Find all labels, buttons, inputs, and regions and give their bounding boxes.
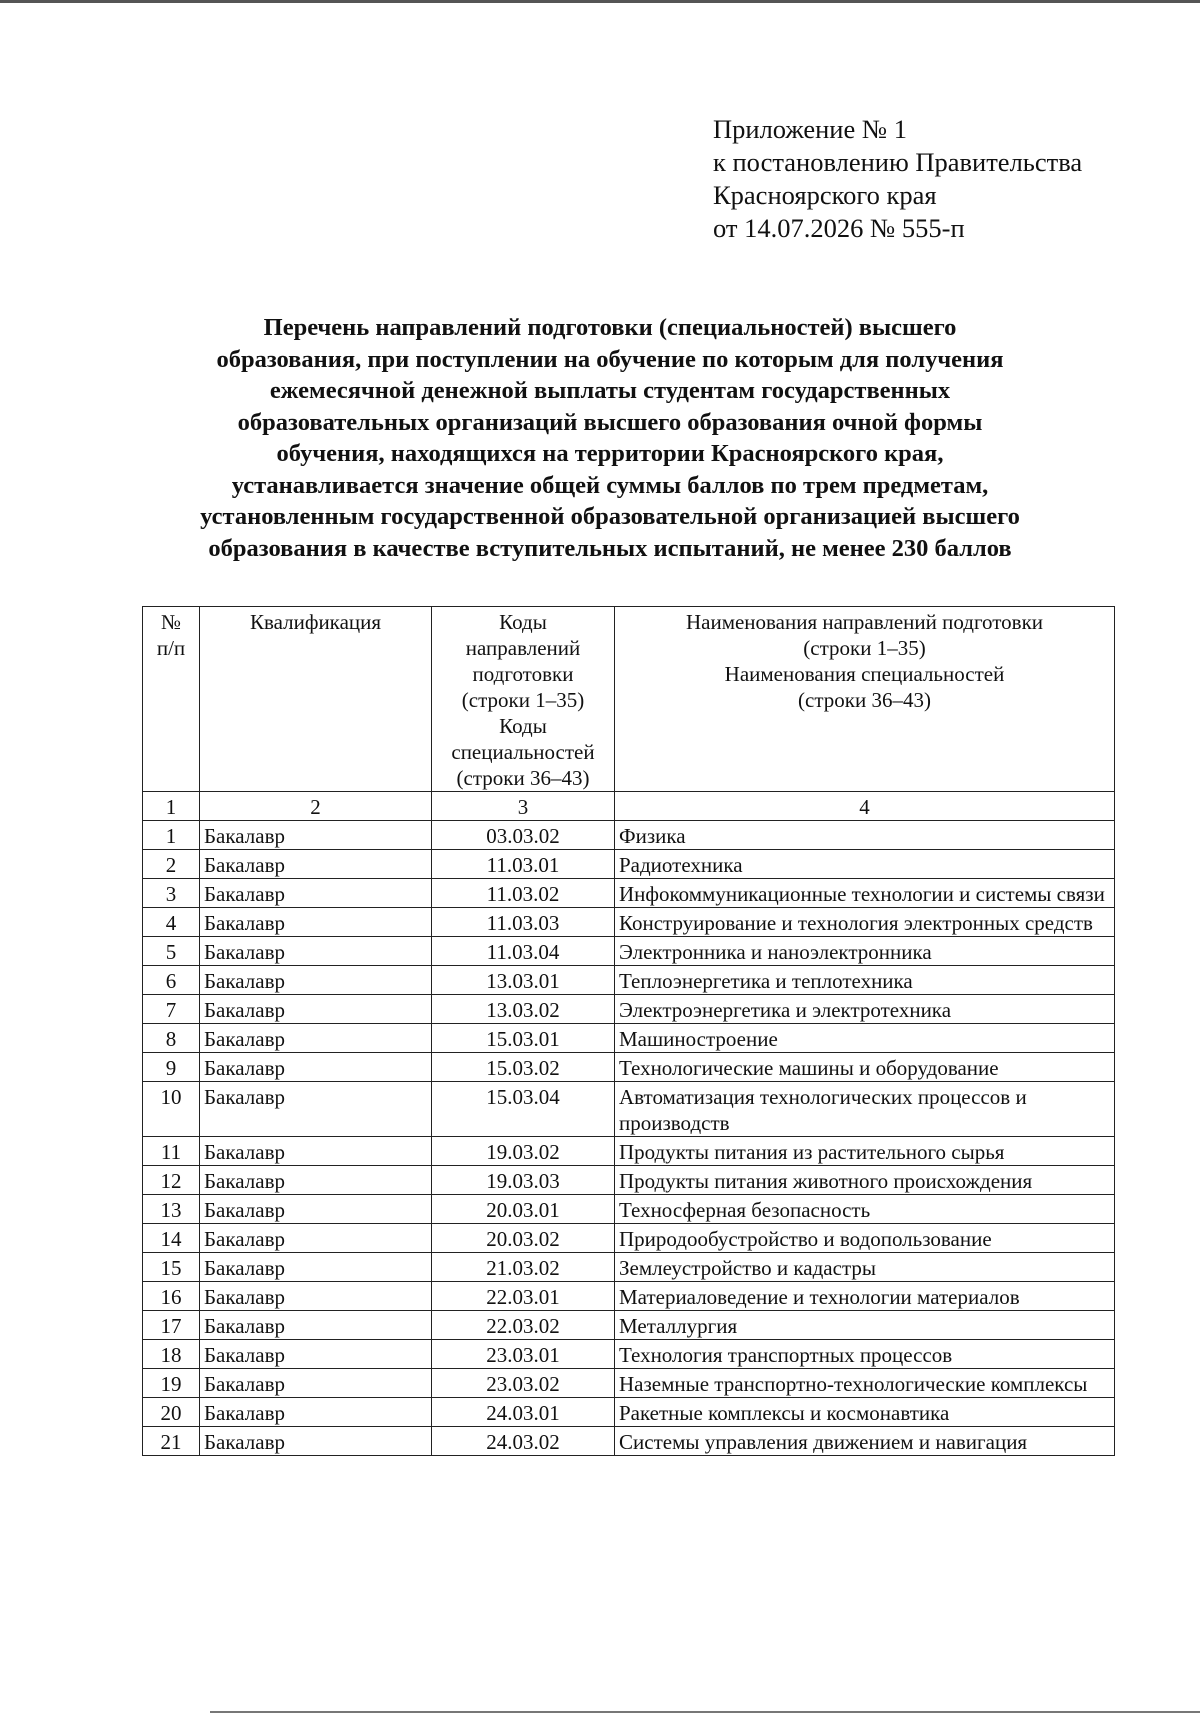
row-number: 12 xyxy=(143,1166,200,1195)
table-header-row xyxy=(143,607,1115,792)
table-row xyxy=(143,966,1115,995)
row-qualification: Бакалавр xyxy=(200,1224,432,1253)
row-code: 24.03.01 xyxy=(432,1398,615,1427)
row-code: 13.03.02 xyxy=(432,995,615,1024)
header-text: Коды xyxy=(499,610,547,634)
annex-reference xyxy=(713,113,1082,245)
row-code: 20.03.02 xyxy=(432,1224,615,1253)
table-row xyxy=(143,1166,1115,1195)
table-row xyxy=(143,1398,1115,1427)
header-text: Наименования специальностей xyxy=(724,662,1005,686)
row-code: 03.03.02 xyxy=(432,821,615,850)
row-program-name: Материаловедение и технологии материалов xyxy=(615,1282,1115,1311)
header-text: (строки 36–43) xyxy=(456,766,590,790)
header-names xyxy=(615,607,1115,792)
header-text: (строки 1–35) xyxy=(803,636,926,660)
row-number: 1 xyxy=(143,821,200,850)
row-program-name: Инфокоммуникационные технологии и системы связи xyxy=(615,879,1115,908)
row-code: 15.03.01 xyxy=(432,1024,615,1053)
row-qualification: Бакалавр xyxy=(200,908,432,937)
document-title xyxy=(140,312,1080,564)
row-qualification: Бакалавр xyxy=(200,1253,432,1282)
header-codes xyxy=(432,607,615,792)
table-row xyxy=(143,908,1115,937)
column-index-row xyxy=(143,792,1115,821)
table-row xyxy=(143,821,1115,850)
row-program-name: Электронника и наноэлектронника xyxy=(615,937,1115,966)
row-number: 13 xyxy=(143,1195,200,1224)
row-program-name: Конструирование и технология электронных средств xyxy=(615,908,1115,937)
row-qualification: Бакалавр xyxy=(200,1369,432,1398)
table-row xyxy=(143,1369,1115,1398)
row-code: 11.03.04 xyxy=(432,937,615,966)
row-qualification: Бакалавр xyxy=(200,821,432,850)
title-line: ежемесячной денежной выплаты студентам государственных xyxy=(269,377,951,404)
row-code: 15.03.04 xyxy=(432,1082,615,1137)
header-text: Квалификация xyxy=(249,610,382,634)
row-qualification: Бакалавр xyxy=(200,1427,432,1456)
row-number: 8 xyxy=(143,1024,200,1053)
header-text: подготовки xyxy=(472,662,574,686)
row-program-name: Технологические машины и оборудование xyxy=(615,1053,1115,1082)
row-program-name: Теплоэнергетика и теплотехника xyxy=(615,966,1115,995)
table-row xyxy=(143,1053,1115,1082)
row-number: 2 xyxy=(143,850,200,879)
row-program-name: Машиностроение xyxy=(615,1024,1115,1053)
header-qualification xyxy=(200,607,432,792)
annex-line: к постановлению Правительства xyxy=(713,147,1083,177)
row-qualification: Бакалавр xyxy=(200,995,432,1024)
table-row xyxy=(143,1282,1115,1311)
row-qualification: Бакалавр xyxy=(200,1166,432,1195)
row-qualification: Бакалавр xyxy=(200,1398,432,1427)
row-number: 3 xyxy=(143,879,200,908)
row-qualification: Бакалавр xyxy=(200,1024,432,1053)
column-index: 1 xyxy=(143,792,200,821)
table-row xyxy=(143,937,1115,966)
column-index: 4 xyxy=(615,792,1115,821)
title-line: образовательных организаций высшего образования очной формы xyxy=(237,408,983,436)
row-number: 20 xyxy=(143,1398,200,1427)
header-number xyxy=(143,607,200,792)
header-text: специальностей xyxy=(451,740,595,764)
row-number: 11 xyxy=(143,1137,200,1166)
row-number: 9 xyxy=(143,1053,200,1082)
row-program-name: Природообустройство и водопользование xyxy=(615,1224,1115,1253)
row-number: 10 xyxy=(143,1082,200,1137)
row-number: 15 xyxy=(143,1253,200,1282)
row-program-name: Электроэнергетика и электротехника xyxy=(615,995,1115,1024)
row-program-name: Землеустройство и кадастры xyxy=(615,1253,1115,1282)
table-row xyxy=(143,1224,1115,1253)
table-row xyxy=(143,995,1115,1024)
table-row xyxy=(143,1340,1115,1369)
title-line: установленным государственной образовательной организацией высшего xyxy=(200,503,1020,530)
header-text: № xyxy=(160,610,182,634)
row-qualification: Бакалавр xyxy=(200,1053,432,1082)
row-qualification: Бакалавр xyxy=(200,937,432,966)
header-text: (строки 36–43) xyxy=(798,688,931,712)
row-program-name: Радиотехника xyxy=(615,850,1115,879)
table-row xyxy=(143,1427,1115,1456)
header-text: п/п xyxy=(156,636,186,660)
annex-line: Красноярского края xyxy=(713,180,937,210)
title-line: устанавливается значение общей суммы баллов по трем предметам, xyxy=(231,471,989,499)
row-qualification: Бакалавр xyxy=(200,1282,432,1311)
table-row xyxy=(143,850,1115,879)
row-program-name: Продукты питания животного происхождения xyxy=(615,1166,1115,1195)
table-row xyxy=(143,879,1115,908)
column-index: 3 xyxy=(432,792,615,821)
row-qualification: Бакалавр xyxy=(200,1195,432,1224)
row-program-name: Ракетные комплексы и космонавтика xyxy=(615,1398,1115,1427)
row-code: 20.03.01 xyxy=(432,1195,615,1224)
title-line: образования, при поступлении на обучение по которым для получения xyxy=(216,345,1004,373)
row-code: 13.03.01 xyxy=(432,966,615,995)
row-program-name: Системы управления движением и навигация xyxy=(615,1427,1115,1456)
row-number: 17 xyxy=(143,1311,200,1340)
row-number: 4 xyxy=(143,908,200,937)
row-qualification: Бакалавр xyxy=(200,1340,432,1369)
row-code: 11.03.01 xyxy=(432,850,615,879)
row-qualification: Бакалавр xyxy=(200,966,432,995)
table-row xyxy=(143,1311,1115,1340)
row-code: 23.03.02 xyxy=(432,1369,615,1398)
table-row xyxy=(143,1195,1115,1224)
row-number: 5 xyxy=(143,937,200,966)
scan-bottom-edge xyxy=(210,1711,1200,1713)
title-line: Перечень направлений подготовки (специальностей) высшего xyxy=(263,314,957,341)
row-number: 6 xyxy=(143,966,200,995)
row-number: 14 xyxy=(143,1224,200,1253)
row-number: 7 xyxy=(143,995,200,1024)
table-row xyxy=(143,1137,1115,1166)
title-line: обучения, находящихся на территории Красноярского края, xyxy=(276,440,944,467)
row-program-name: Наземные транспортно-технологические комплексы xyxy=(615,1369,1115,1398)
row-qualification: Бакалавр xyxy=(200,850,432,879)
row-code: 15.03.02 xyxy=(432,1053,615,1082)
title-line: образования в качестве вступительных испытаний, не менее 230 баллов xyxy=(208,534,1012,562)
row-code: 11.03.02 xyxy=(432,879,615,908)
row-number: 18 xyxy=(143,1340,200,1369)
row-qualification: Бакалавр xyxy=(200,1082,432,1137)
row-number: 16 xyxy=(143,1282,200,1311)
row-qualification: Бакалавр xyxy=(200,879,432,908)
table-row xyxy=(143,1253,1115,1282)
row-program-name: Металлургия xyxy=(615,1311,1115,1340)
annex-line: Приложение № 1 xyxy=(713,114,908,144)
row-number: 21 xyxy=(143,1427,200,1456)
annex-line: от 14.07.2026 № 555-п xyxy=(713,213,965,243)
scan-top-edge xyxy=(0,0,1200,3)
column-index: 2 xyxy=(200,792,432,821)
table-row xyxy=(143,1024,1115,1053)
header-text: Наименования направлений подготовки xyxy=(685,610,1044,634)
row-program-name: Физика xyxy=(615,821,1115,850)
row-code: 22.03.01 xyxy=(432,1282,615,1311)
table-body xyxy=(143,821,1115,1456)
row-code: 24.03.02 xyxy=(432,1427,615,1456)
row-qualification: Бакалавр xyxy=(200,1311,432,1340)
row-code: 19.03.02 xyxy=(432,1137,615,1166)
row-code: 11.03.03 xyxy=(432,908,615,937)
header-text: (строки 1–35) xyxy=(461,688,585,712)
row-program-name: Технология транспортных процессов xyxy=(615,1340,1115,1369)
row-program-name: Техносферная безопасность xyxy=(615,1195,1115,1224)
row-code: 19.03.03 xyxy=(432,1166,615,1195)
row-code: 22.03.02 xyxy=(432,1311,615,1340)
row-program-name: Автоматизация технологических процессов и производств xyxy=(615,1082,1115,1137)
row-qualification: Бакалавр xyxy=(200,1137,432,1166)
programs-table xyxy=(142,606,1115,1456)
row-code: 21.03.02 xyxy=(432,1253,615,1282)
row-code: 23.03.01 xyxy=(432,1340,615,1369)
table-row xyxy=(143,1082,1115,1137)
row-number: 19 xyxy=(143,1369,200,1398)
header-text: направлений xyxy=(465,636,581,660)
header-text: Коды xyxy=(499,714,547,738)
row-program-name: Продукты питания из растительного сырья xyxy=(615,1137,1115,1166)
